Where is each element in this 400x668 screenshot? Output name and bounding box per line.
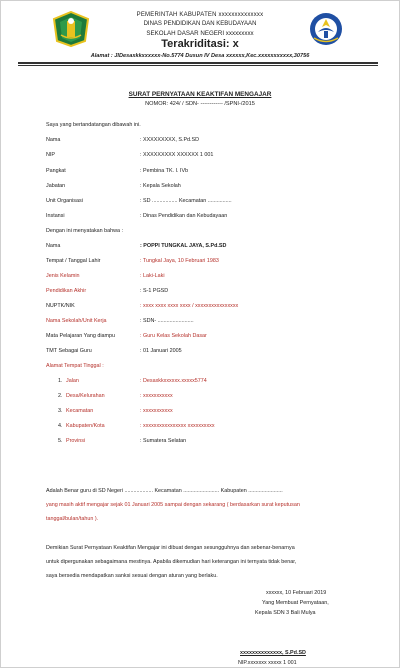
teacher-label: TMT Sebagai Guru [46,348,92,354]
address-label: Provinsi [66,438,86,444]
signer-value: : SD ................. Kecamatan ................ [140,198,232,204]
signer-label: Unit Organisasi [46,198,83,204]
address-number: 1. [58,378,63,384]
signer-value: : Pembina TK. I. IVb [140,168,189,174]
signature-role: Yang Membuat Pernyataan, [262,600,329,606]
signer-label: NIP [46,152,55,158]
teacher-value: : xxxx xxxx xxxx xxxx / xxxxxxxxxxxxxxxx [140,303,239,309]
teacher-value: : S-1 PGSD [140,288,169,294]
teacher-value: : SDN- ........................ [140,318,194,324]
teacher-value: : 01 Januari 2005 [140,348,182,354]
address-number: 3. [58,408,63,414]
closing-line: saya bersedia mendapatkan sanksi sesuai dengan aturan yang berlaku. [46,573,218,579]
signer-label: Pangkat [46,168,66,174]
teacher-value: : Laki-Laki [140,273,165,279]
intro2-text: Dengan ini menyatakan bahwa : [46,228,124,234]
header-address: Alamat : JlDesaxkkxxxxxx-No.5774 Dusun IV Desa xxxxxx,Kec.xxxxxxxxxxx,30756 [90,53,310,59]
address-value: : xxxxxxxxxxx [140,393,173,399]
address-value: : xxxxxxxxxxxxxxxx xxxxxxxxxx [140,423,215,429]
signer-value: : XXXXXXXXX XXXXXX 1 001 [140,152,214,158]
address-number: 5. [58,438,63,444]
header-rule-thin [18,65,378,66]
address-number: 4. [58,423,63,429]
address-label: Jalan [66,378,79,384]
teacher-label: Mata Pelajaran Yang diampu [46,333,116,339]
closing-line: Demikian Surat Pernyataan Keaktifan Mengajar ini dibuat dengan sesungguhnya dan sebenar-benarnya [46,545,295,551]
signature-nip: NIP.xxxxxxx xxxxx 1 001 [238,660,297,666]
signer-value: : Dinas Pendidikan dan Kebudayaan [140,213,228,219]
signature-name: xxxxxxxxxxxxxx, S.Pd.SD [240,650,306,656]
header-rule-thick [18,62,378,64]
statement-line: Adalah Benar guru di SD Negeri ................... Kecamatan ........................ Kabupaten ....................... [46,488,283,494]
signer-value: : Kepala Sekolah [140,183,181,189]
teacher-label: Pendidikan Akhir [46,288,87,294]
header-line-school: SEKOLAH DASAR NEGERI xxxxxxxxx [146,30,254,37]
address-value: : Desaxkkxxxxxx.xxxxx5774 [140,378,207,384]
teacher-label: Nama [46,243,61,249]
signature-place-date: xxxxxx, 10 Februari 2019 [266,590,327,596]
address-label: Desa/Kelurahan [66,393,105,399]
signer-label: Nama [46,137,61,143]
address-heading: Alamat Tempat Tinggal : [46,363,104,369]
teacher-label: Jenis Kelamin [46,273,80,279]
teacher-label: Nama Sekolah/Unit Kerja [46,318,107,324]
teacher-value: : Tungkal Jaya, 10 Februari 1983 [140,258,219,264]
signer-value: : XXXXXXXXX, S.Pd.SD [140,137,200,143]
teacher-value: : Guru Kelas Sekolah Dasar [140,333,207,339]
statement-line: tanggal/bulan/tahun ). [46,516,99,522]
address-value: : xxxxxxxxxxx [140,408,173,414]
address-label: Kabupaten/Kota [66,423,105,429]
address-number: 2. [58,393,63,399]
header-accreditation: Terakriditasi: x [161,38,239,50]
teacher-value: : POPPI TUNGKAL JAYA, S.Pd.SD [140,243,227,249]
intro-text: Saya yang bertandatangan dibawah ini. [46,122,141,128]
closing-line: untuk dipergunakan sebagaimana mestinya. Apabila dikemudian hari keterangan ini ternyata tidak benar, [46,559,297,565]
address-label: Kecamatan [66,408,94,414]
statement-line: yang masih aktif mengajar sejak 01 Januari 2005 sampai dengan sekarang ( berdasarkan surat keputusan [46,502,300,508]
address-value: : Sumatera Selatan [140,438,187,444]
signature-position: Kepala SDN 3 Bali Mulya [255,610,316,616]
signer-label: Instansi [46,213,65,219]
header-line-government: PEMERINTAH KABUPATEN xxxxxxxxxxxxxx [136,12,264,18]
header-line-agency: DINAS PENDIDIKAN DAN KEBUDAYAAN [143,21,257,27]
document-title: SURAT PERNYATAAN KEAKTIFAN MENGAJAR [128,91,272,98]
teacher-label: Tempat / Tanggal Lahir [46,258,101,264]
teacher-label: NUPTK/NIK [46,303,75,309]
document-number: NOMOR: 424/ / SDN- ------------ /SPNI-/2015 [145,101,255,107]
signer-label: Jabatan [46,183,66,189]
